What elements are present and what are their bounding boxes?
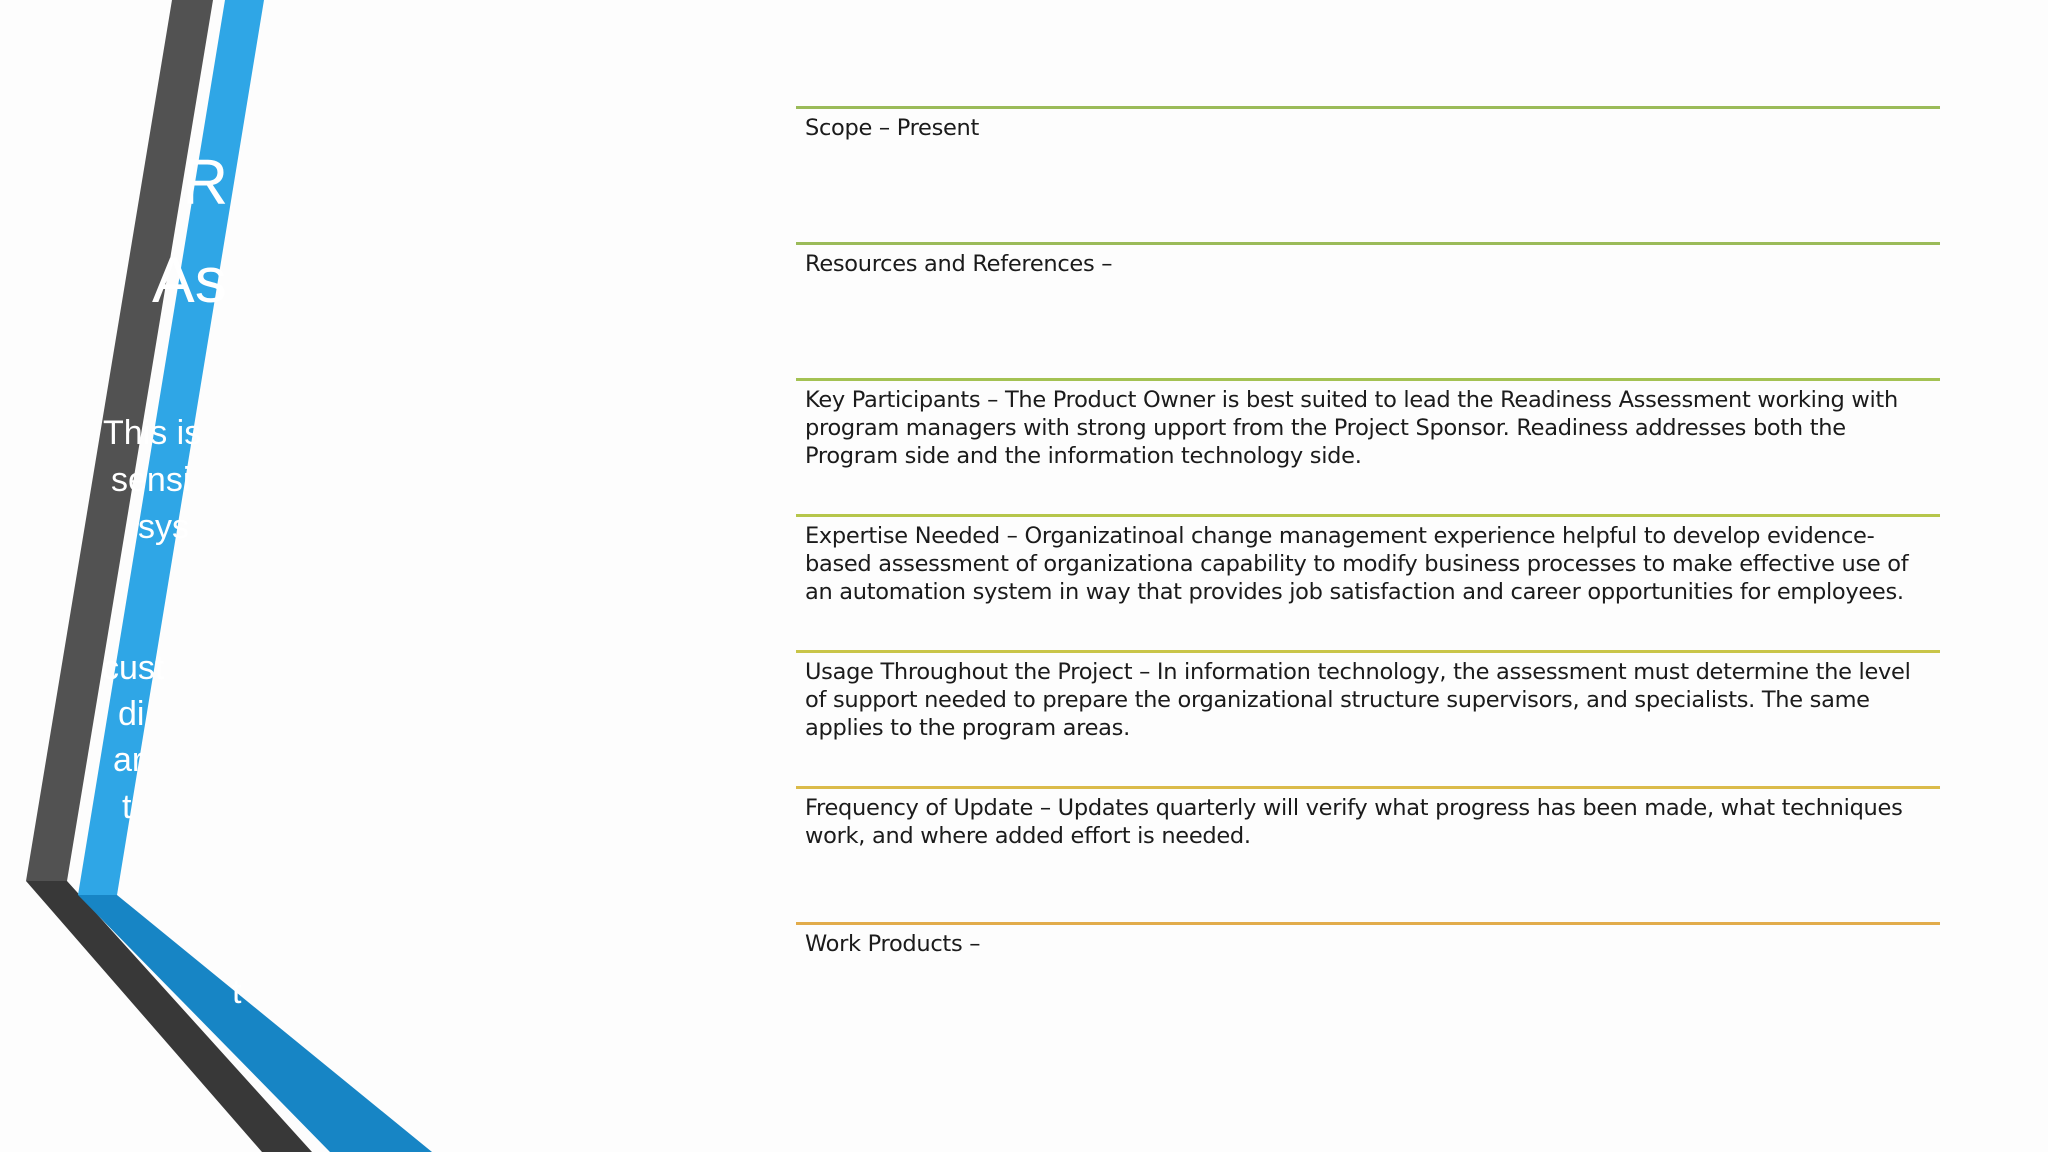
body-fragment: This is	[103, 414, 202, 452]
list-item-usage	[796, 650, 1940, 786]
list-item-text: Expertise Needed – Organizatinoal change management experience helpful to develop evidence-based assessment of organizationa capability to modify business processes to make effective use of an automation system in way that provides job satisfaction and career opportunities for employees.	[805, 523, 1909, 605]
list-item-text: Resources and References –	[805, 251, 1113, 277]
list-item-text: Key Participants – The Product Owner is best suited to lead the Readiness Assessment working with program managers with strong upport from the Project Sponsor. Readiness addresses both the Program side and the information technology side.	[805, 387, 1898, 469]
title-fragment: R	[182, 146, 229, 218]
list-item-scope	[796, 106, 1940, 242]
list-item-resources	[796, 242, 1940, 378]
list-item-text: Scope – Present	[805, 115, 980, 141]
body-fragment: t	[232, 973, 242, 1011]
body-fragment: t	[122, 788, 132, 826]
body-fragment: sys	[138, 508, 189, 546]
list-item-text: Frequency of Update – Updates quarterly will verify what progress has been made, what techniques work, and where added effort is needed.	[805, 795, 1903, 849]
list-item-text: Usage Throughout the Project – In information technology, the assessment must determine the level of support needed to prepare the organizational structure supervisors, and specialists. The same applies to the program areas.	[805, 659, 1911, 741]
content-list	[796, 106, 1940, 1058]
partial-left-text	[0, 0, 270, 1152]
body-fragment: ar	[113, 741, 144, 779]
title-fragment: As	[152, 244, 227, 316]
body-fragment: di	[118, 695, 145, 733]
body-fragment: cust	[102, 649, 165, 687]
body-fragment: sensi	[111, 461, 191, 499]
list-item-expertise	[796, 514, 1940, 650]
list-item-work-products	[796, 922, 1940, 1058]
list-item-text: Work Products –	[805, 931, 981, 957]
list-item-frequency	[796, 786, 1940, 922]
list-item-key-participants	[796, 378, 1940, 514]
